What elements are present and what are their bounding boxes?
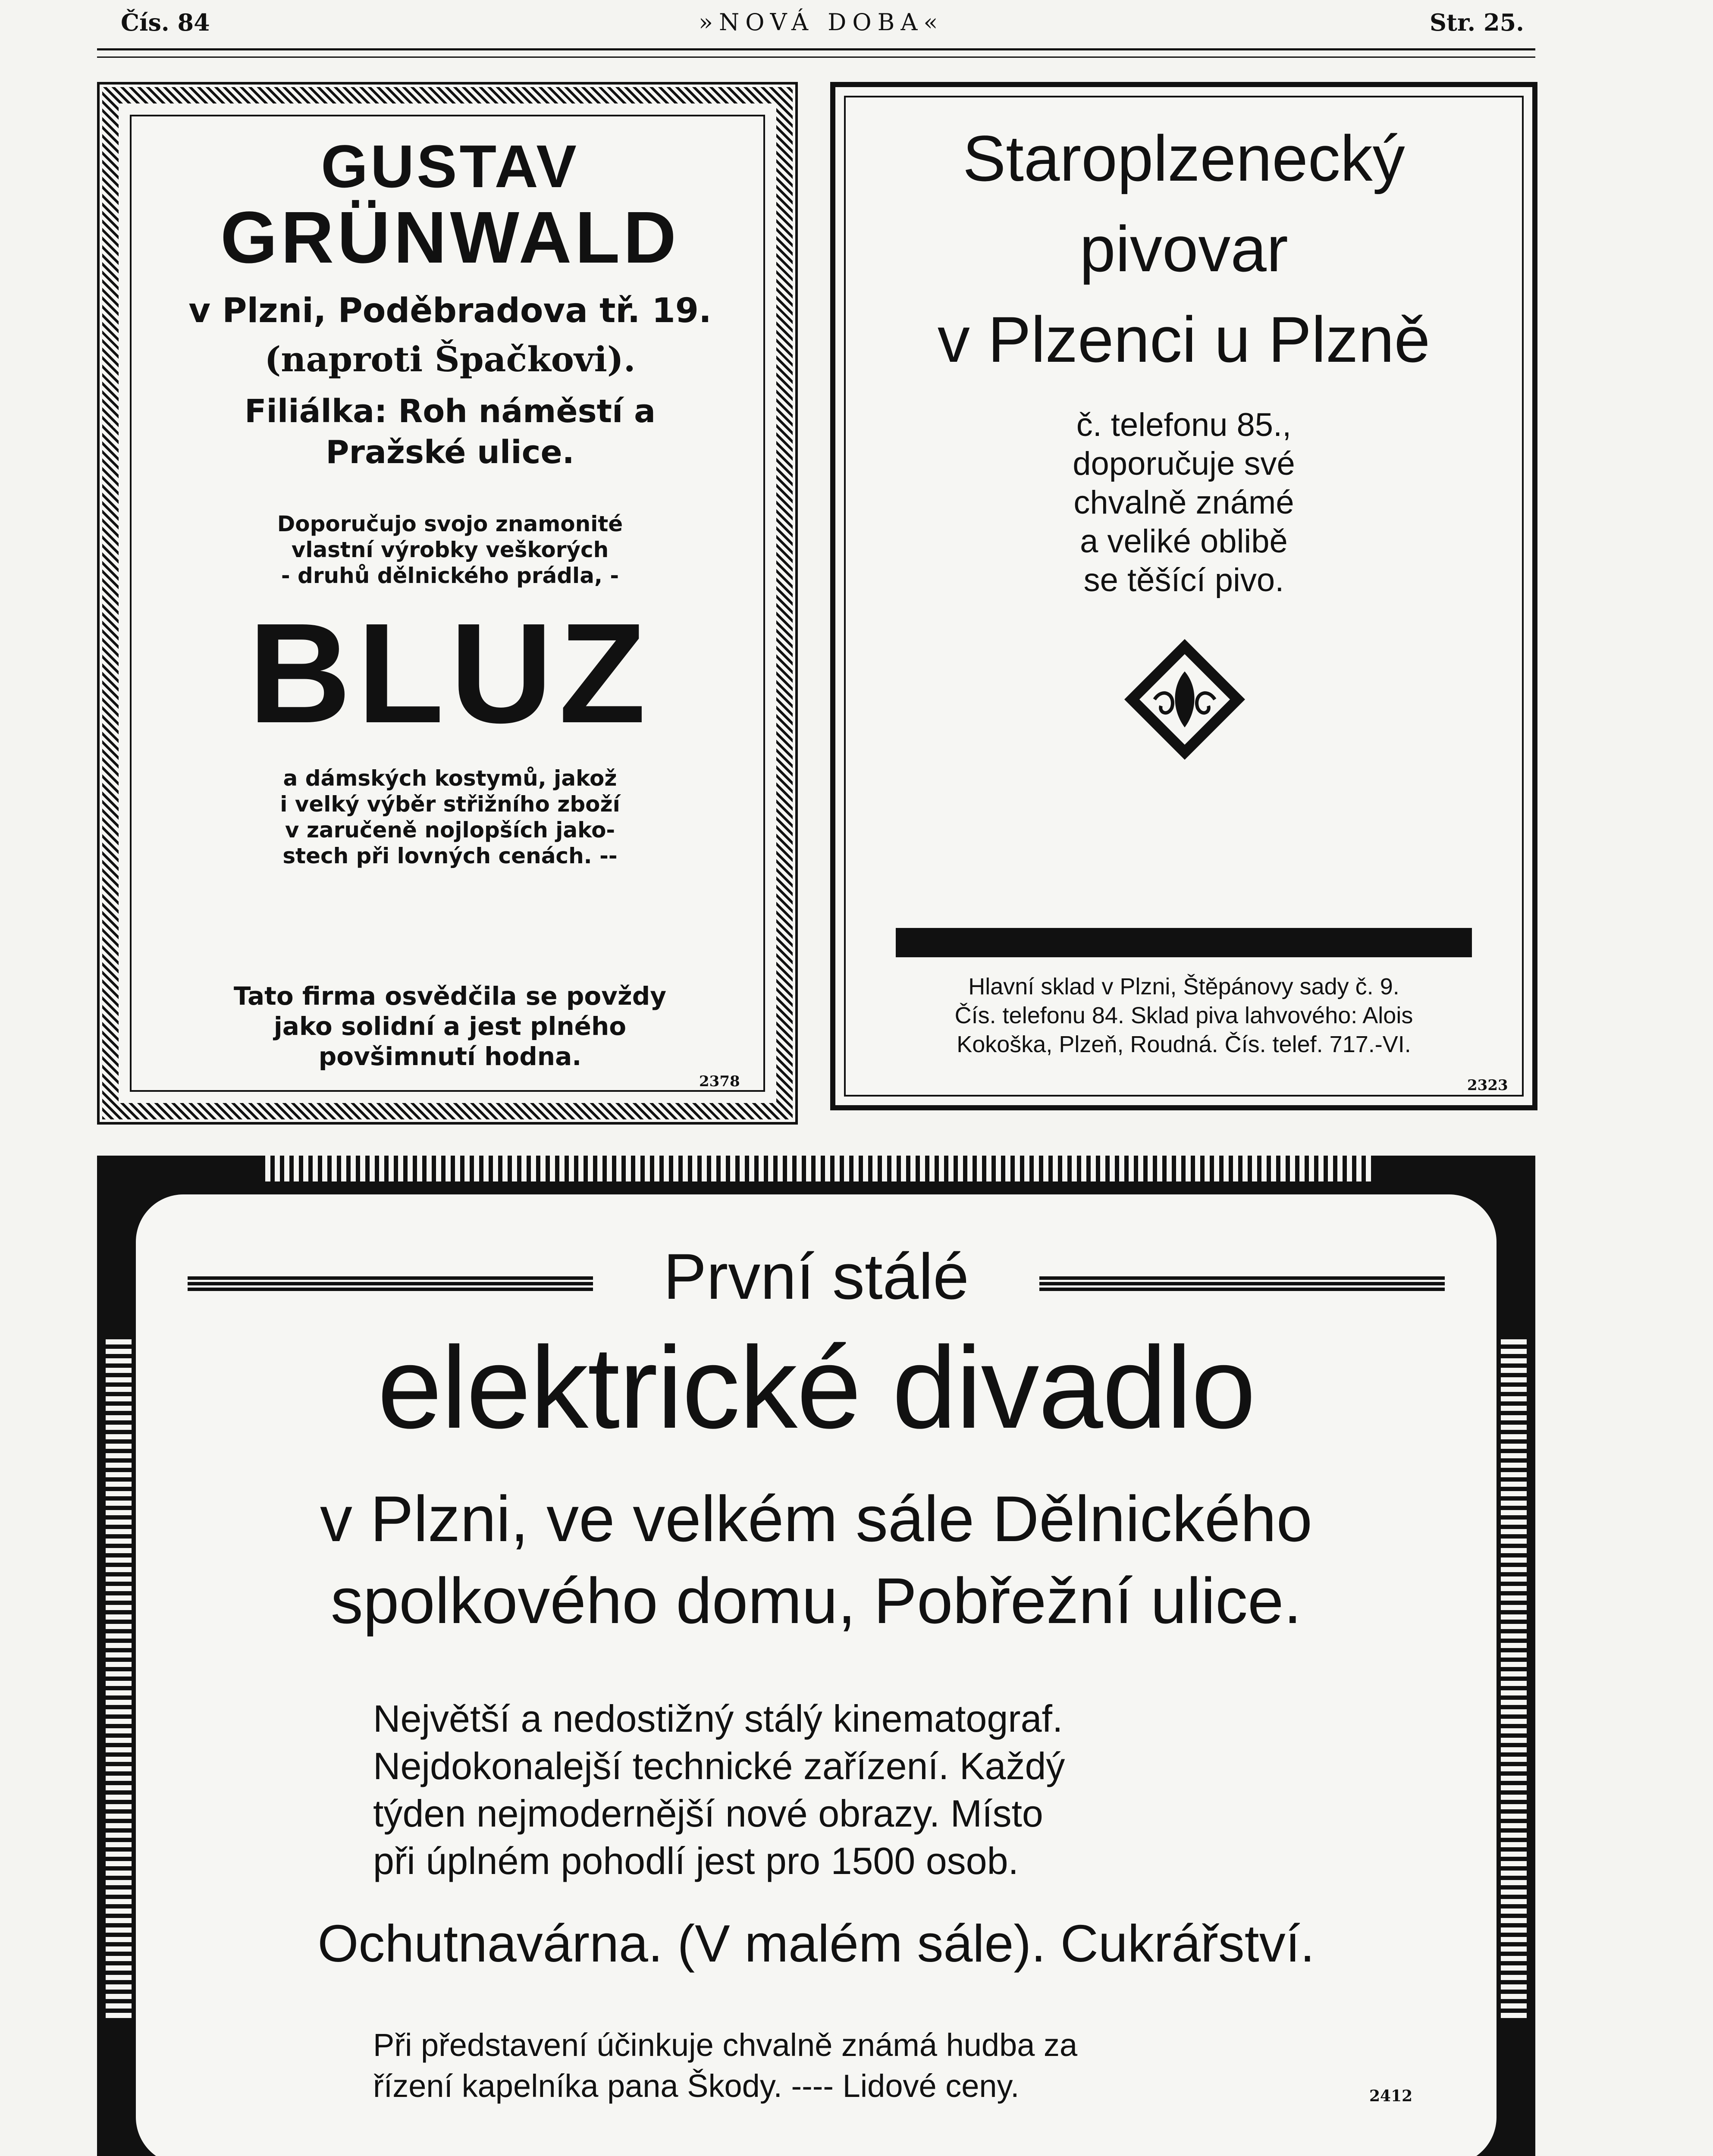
ad-grunwald-branch-1: Filiálka: Roh náměstí a xyxy=(244,393,656,430)
ad-grunwald-closing-2: jako solidní a jest plného xyxy=(273,1012,627,1041)
ad-theatre-extras: Ochutnavárna. (V malém sále). Cukrářství. xyxy=(317,1914,1315,1973)
ad-brewery-body-5: se těšící pivo. xyxy=(1083,562,1284,599)
ad-theatre-headline: elektrické divadlo xyxy=(377,1323,1255,1453)
ad-theatre-body-3: týden nejmodernější nové obrazy. Místo xyxy=(373,1792,1043,1835)
ad-brewery-footer-1: Hlavní sklad v Plzni, Štěpánovy sady č. 9. xyxy=(968,974,1399,1000)
ad-brewery-number: 2323 xyxy=(1467,1077,1508,1094)
ad-grunwald-recommend-3: - druhů dělnického prádla, - xyxy=(281,563,619,588)
ad-theatre-body-4: při úplném pohodlí jest pro 1500 osob. xyxy=(373,1839,1019,1882)
ad-brewery-body-4: a veliké oblibě xyxy=(1080,523,1288,560)
ad-grunwald-offer-1: a dámských kostymů, jakož xyxy=(283,766,617,791)
ad-theatre-music-2: řízení kapelníka pana Škody. ---- Lidové ceny. xyxy=(373,2068,1020,2104)
ad-grunwald xyxy=(97,82,798,1125)
kicker-rule-right xyxy=(1039,1276,1445,1291)
ad-brewery-footer-3: Kokoška, Plzeň, Roudná. Čís. telef. 717.-VI. xyxy=(957,1031,1411,1057)
ad-theatre-music-1: Při představení účinkuje chvalně známá hudba za xyxy=(373,2027,1078,2063)
ad-theatre-number: 2412 xyxy=(1369,2087,1413,2105)
ad-grunwald-big-word: BLUZ xyxy=(248,593,652,752)
ad-grunwald-closing-3: povšimnutí hodna. xyxy=(318,1042,582,1071)
top-stripe-ornament xyxy=(261,1156,1371,1181)
ad-brewery-body-3: chvalně známé xyxy=(1073,484,1294,521)
ad-grunwald-branch-2: Pražské ulice. xyxy=(326,434,574,471)
ad-theatre-body-2: Nejdokonalejší technické zařízení. Každý xyxy=(373,1745,1065,1787)
masthead: »NOVÁ DOBA« xyxy=(699,9,944,36)
ad-grunwald-offer-4: stech při lovných cenách. -- xyxy=(282,843,618,868)
ad-brewery-title-2: pivovar xyxy=(1079,213,1288,285)
ad-grunwald-landmark: (naproti Špačkovi). xyxy=(264,339,636,379)
ad-theatre-location-2: spolkového domu, Pobřežní ulice. xyxy=(330,1564,1302,1637)
ad-grunwald-number: 2378 xyxy=(699,1073,740,1090)
page-number: Str. 25. xyxy=(1430,9,1524,36)
ad-theatre-location-1: v Plzni, ve velkém sále Dělnického xyxy=(320,1482,1312,1555)
kicker-rule-left xyxy=(188,1276,593,1291)
ad-brewery-footer-2: Čís. telefonu 84. Sklad piva lahvového: Alois xyxy=(954,1003,1413,1028)
ad-brewery-body-2: doporučuje své xyxy=(1073,445,1295,482)
ad-brewery xyxy=(830,82,1537,1110)
ad-grunwald-name-last: GRÜNWALD xyxy=(220,197,680,279)
ad-grunwald-recommend-1: Doporučujo svojo znamonité xyxy=(277,511,623,536)
ad-grunwald-name-first: GUSTAV xyxy=(321,132,579,200)
ad-grunwald-offer-2: i velký výběr střižního zboží xyxy=(280,792,620,817)
brewery-emblem-icon xyxy=(1120,635,1249,764)
ad-brewery-black-bar xyxy=(896,928,1472,957)
ad-grunwald-closing-1: Tato firma osvědčila se povždy xyxy=(233,981,667,1011)
ad-brewery-body-1: č. telefonu 85., xyxy=(1076,407,1292,443)
ad-grunwald-address: v Plzni, Poděbradova tř. 19. xyxy=(188,291,712,330)
ad-theatre xyxy=(97,1156,1535,2156)
ad-brewery-title-3: v Plzenci u Plzně xyxy=(937,303,1431,376)
ad-theatre-kicker: První stálé xyxy=(663,1240,969,1313)
ad-theatre-body-1: Největší a nedostižný stálý kinematograf. xyxy=(373,1697,1063,1740)
ad-brewery-title-1: Staroplzenecký xyxy=(963,122,1405,194)
header-rule xyxy=(97,48,1535,58)
ad-grunwald-recommend-2: vlastní výrobky veškorých xyxy=(291,537,609,562)
issue-number: Čís. 84 xyxy=(121,9,210,36)
ad-grunwald-offer-3: v zaručeně nojlopších jako- xyxy=(285,818,615,843)
